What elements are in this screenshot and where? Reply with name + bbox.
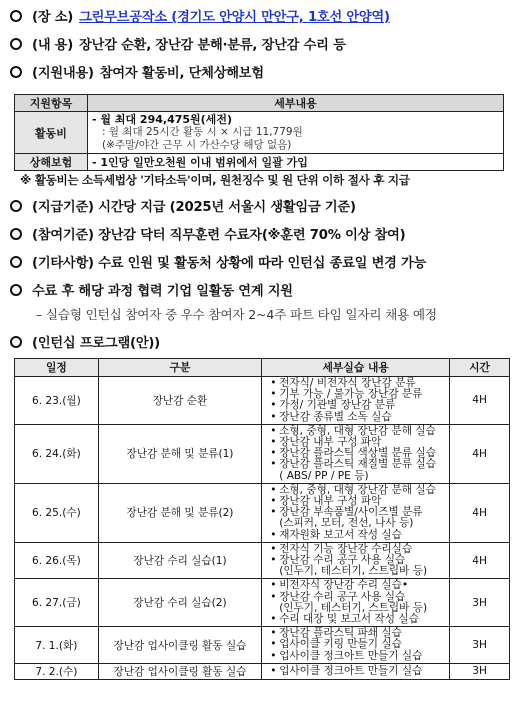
program-col-detail: 세부실습 내용 bbox=[262, 359, 450, 377]
detail-item: • 장난감 종류별 소독 실습 bbox=[270, 412, 449, 423]
detail-item: • 수리 대장 및 보고서 작성 실습 bbox=[270, 614, 449, 625]
detail-item: • 장난감 내부 구성 파악 bbox=[270, 437, 449, 448]
table-row bbox=[15, 483, 510, 542]
activity-line-3: (※주말/야간 근무 시 가산수당 해당 없음) bbox=[102, 139, 292, 151]
detail-item: • 장난감 부속품별/사이즈별 분류 bbox=[270, 507, 449, 518]
table-row bbox=[15, 627, 510, 664]
detail-item: (인두기, 테스터기, 스트립바 등) bbox=[279, 601, 428, 614]
detail-item: • 소형, 중형, 대형 장난감 분해 실습 bbox=[270, 426, 449, 437]
table-row bbox=[15, 424, 510, 483]
circle-bullet-icon bbox=[10, 336, 22, 348]
program-col-date: 일정 bbox=[15, 359, 99, 377]
activity-line-1: - 월 최대 294,475원(세전) bbox=[92, 113, 232, 126]
row-date: 6. 23.(월) bbox=[15, 377, 99, 425]
table-row bbox=[15, 579, 510, 627]
row-category: 장난감 순환 bbox=[98, 377, 261, 425]
info-row bbox=[10, 224, 406, 243]
activity-detail bbox=[88, 112, 504, 154]
income-note: ※ 활동비는 소득세법상 '기타소득'이며, 원천징수 및 원 단위 이하 절사 후 지급 bbox=[20, 173, 410, 187]
info-row bbox=[10, 196, 356, 215]
detail-item: • 장난감 플라스틱 파쇄 실습 bbox=[270, 628, 449, 639]
detail-item: • 장난감 수리 공구 사용 실습 bbox=[270, 555, 449, 566]
row-category: 장난감 업사이클링 활동 실습 bbox=[98, 627, 261, 664]
content-value: 장난감 순환, 장난감 분해·분류, 장난감 수리 등 bbox=[79, 38, 346, 53]
detail-item: • 비전자식 장난감 수리 실습• bbox=[270, 580, 449, 591]
info-text: 수료 후 해당 과정 협력 기업 일활동 연계 지원 bbox=[32, 284, 293, 299]
insurance-detail: - 1인당 일만오천원 이내 범위에서 일괄 가입 bbox=[88, 154, 504, 171]
support-row bbox=[10, 62, 264, 81]
row-date: 7. 1.(화) bbox=[15, 627, 99, 664]
content-row bbox=[10, 34, 346, 53]
program-table bbox=[14, 358, 510, 680]
row-time: 4H bbox=[450, 542, 510, 579]
detail-item: • 장난감 수리 공구 사용 실습 bbox=[270, 592, 449, 603]
location-row bbox=[10, 6, 390, 25]
activity-line-2: : 월 최대 25시간 활동 시 × 시급 11,779원 bbox=[102, 126, 303, 138]
row-category: 장난감 수리 실습(1) bbox=[98, 542, 261, 579]
row-detail bbox=[262, 377, 450, 425]
detail-item: • 업사이클 키링 만들기 실습 bbox=[270, 639, 449, 650]
row-time: 3H bbox=[450, 627, 510, 664]
row-time: 4H bbox=[450, 377, 510, 425]
detail-item: • 장난감 플라스틱 재질별 분류 실습 bbox=[270, 459, 449, 470]
row-detail bbox=[262, 483, 450, 542]
support-col-detail: 세부내용 bbox=[88, 95, 504, 112]
row-detail bbox=[262, 424, 450, 483]
info-row bbox=[10, 252, 426, 271]
circle-bullet-icon bbox=[10, 256, 22, 268]
detail-item: • 재자원화 보고서 작성 실습 bbox=[270, 530, 449, 541]
program-title-row bbox=[10, 332, 160, 351]
insurance-label: 상해보험 bbox=[15, 154, 88, 171]
row-detail bbox=[262, 579, 450, 627]
info-text: (지급기준) 시간당 지급 (2025년 서울시 생활임금 기준) bbox=[32, 200, 356, 215]
detail-item: (스피커, 모터, 전선, 나사 등) bbox=[279, 517, 414, 530]
detail-item: • 장난감 플라스틱 색상별 분류 실습 bbox=[270, 448, 449, 459]
activity-label: 활동비 bbox=[15, 112, 88, 154]
info-row bbox=[10, 280, 293, 299]
info-text: (기타사항) 수료 인원 및 활동처 상황에 따라 인턴십 종료일 변경 가능 bbox=[32, 256, 427, 271]
row-detail bbox=[262, 627, 450, 664]
detail-item: • 업사이클 정크아트 만들기 실습 bbox=[270, 651, 449, 662]
support-value: 참여자 활동비, 단체상해보험 bbox=[99, 66, 264, 81]
row-time: 3H bbox=[450, 579, 510, 627]
detail-item: • 소형, 중형, 대형 장난감 분해 실습 bbox=[270, 485, 449, 496]
detail-item: • 전자식/ 비전자식 장난감 분류 bbox=[270, 378, 449, 389]
row-time: 3H bbox=[450, 663, 510, 679]
info-text: (참여기준) 장난감 닥터 직무훈련 수료자(※훈련 70% 이상 참여) bbox=[32, 228, 406, 243]
support-label: (지원내용) bbox=[32, 66, 94, 81]
circle-bullet-icon bbox=[10, 284, 22, 296]
row-detail bbox=[262, 663, 450, 679]
row-detail bbox=[262, 542, 450, 579]
location-link[interactable]: 그린무브공작소 (경기도 안양시 만안구, 1호선 안양역) bbox=[79, 10, 390, 25]
support-col-item: 지원항목 bbox=[15, 95, 88, 112]
row-category: 장난감 분해 및 분류(1) bbox=[98, 424, 261, 483]
row-category: 장난감 업사이클링 활동 실습 bbox=[98, 663, 261, 679]
circle-bullet-icon bbox=[10, 10, 22, 22]
table-row bbox=[15, 542, 510, 579]
row-date: 7. 2.(수) bbox=[15, 663, 99, 679]
location-label: (장 소) bbox=[32, 10, 74, 25]
detail-item: • 전자식 기능 장난감 수리실습 bbox=[270, 544, 449, 555]
row-time: 4H bbox=[450, 483, 510, 542]
circle-bullet-icon bbox=[10, 66, 22, 78]
support-table bbox=[14, 94, 504, 171]
row-date: 6. 24.(화) bbox=[15, 424, 99, 483]
table-row bbox=[15, 377, 510, 425]
detail-item: • 가정/ 기관별 장난감 분류 bbox=[270, 400, 449, 411]
circle-bullet-icon bbox=[10, 200, 22, 212]
program-title: (인턴십 프로그램(안)) bbox=[32, 336, 161, 351]
detail-item: • 장난감 내부 구성 파악 bbox=[270, 496, 449, 507]
table-row bbox=[15, 663, 510, 679]
content-label: (내 용) bbox=[32, 38, 74, 53]
row-date: 6. 26.(목) bbox=[15, 542, 99, 579]
row-date: 6. 27.(금) bbox=[15, 579, 99, 627]
row-category: 장난감 분해 및 분류(2) bbox=[98, 483, 261, 542]
detail-item: • 기부 가능 / 불가능 장난감 분류 bbox=[270, 389, 449, 400]
detail-item: ( ABS/ PP / PE 등) bbox=[279, 469, 369, 482]
row-date: 6. 25.(수) bbox=[15, 483, 99, 542]
circle-bullet-icon bbox=[10, 228, 22, 240]
detail-item: (인두기, 테스터기, 스트립바 등) bbox=[279, 565, 428, 578]
hiring-note: – 실습형 인턴십 참여자 중 우수 참여자 2~4주 파트 타임 일자리 채용 예정 bbox=[36, 307, 437, 322]
program-col-category: 구분 bbox=[98, 359, 261, 377]
program-col-time: 시간 bbox=[450, 359, 510, 377]
row-time: 4H bbox=[450, 424, 510, 483]
circle-bullet-icon bbox=[10, 38, 22, 50]
detail-item: • 업사이클 정크아트 만들기 실습 bbox=[270, 666, 449, 677]
row-category: 장난감 수리 실습(2) bbox=[98, 579, 261, 627]
